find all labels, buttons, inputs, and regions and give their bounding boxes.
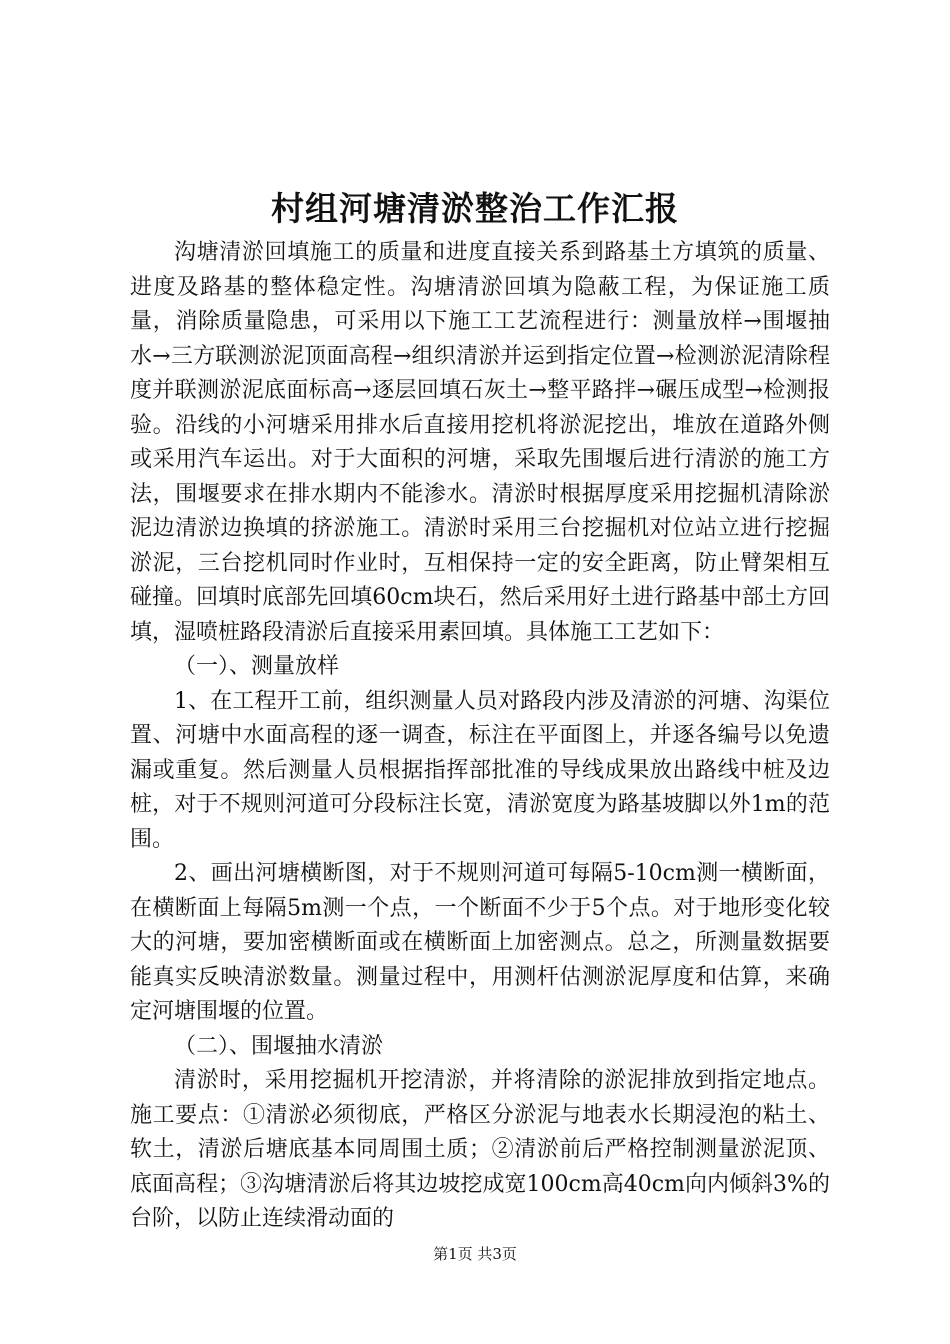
paragraph: 1、在工程开工前，组织测量人员对路段内涉及清淤的河塘、沟渠位置、河塘中水面高程的逐一调查，标注在平面图上，并逐各编号以免遗漏或重复。然后测量人员根据指挥部批准的导线成果放出路线中桩及边桩，对于不规则河道可分段标注长宽，清淤宽度为路基坡脚以外1m的范围。 bbox=[130, 688, 830, 852]
page-footer: 第1页 共3页 bbox=[433, 1245, 517, 1263]
paragraph: 清淤时，采用挖掘机开挖清淤，并将清除的淤泥排放到指定地点。施工要点：①清淤必须彻底，严格区分淤泥与地表水长期浸泡的粘土、软土，清淤后塘底基本同周围土质；②清淤前后严格控制测量淤泥顶、底面高程；③沟塘清淤后将其边坡挖成宽100cm高40cm向内倾斜3%的台阶，以防止连续滑动面的 bbox=[130, 1068, 830, 1231]
paragraph: 2、画出河塘横断图，对于不规则河道可每隔5-10cm测一横断面，在横断面上每隔5m测一个点，一个断面不少于5个点。对于地形变化较大的河塘，要加密横断面或在横断面上加密测点。总之，所测量数据要能真实反映清淤数量。测量过程中，用测杆估测淤泥厚度和估算，来确定河塘围堰的位置。 bbox=[130, 861, 830, 1024]
section-heading: （二）、围堰抽水清淤 bbox=[174, 1033, 384, 1059]
section-heading: （一）、测量放样 bbox=[174, 654, 340, 679]
document-title: 村组河塘清淤整治工作汇报 bbox=[271, 189, 679, 228]
document-body bbox=[130, 236, 830, 1237]
paragraph: 沟塘清淤回填施工的质量和进度直接关系到路基土方填筑的质量、进度及路基的整体稳定性。沟塘清淤回填为隐蔽工程，为保证施工质量，消除质量隐患，可采用以下施工工艺流程进行：测量放样→围堰抽水→三方联测淤泥顶面高程→组织清淤并运到指定位置→检测淤泥清除程度并联测淤泥底面标高→逐层回填石灰土→整平路拌→碾压成型→检测报验。沿线的小河塘采用排水后直接用挖机将淤泥挖出，堆放在道路外侧或采用汽车运出。对于大面积的河塘，采取先围堰后进行清淤的施工方法，围堰要求在排水期内不能渗水。清淤时根据厚度采用挖掘机清除淤泥边清淤边换填的挤淤施工。清淤时采用三台挖掘机对位站立进行挖掘淤泥，三台挖机同时作业时，互相保持一定的安全距离，防止臂架相互碰撞。回填时底部先回填60cm块石，然后采用好土进行路基中部土方回填，湿喷桩路段清淤后直接采用素回填。具体施工工艺如下： bbox=[130, 240, 830, 645]
